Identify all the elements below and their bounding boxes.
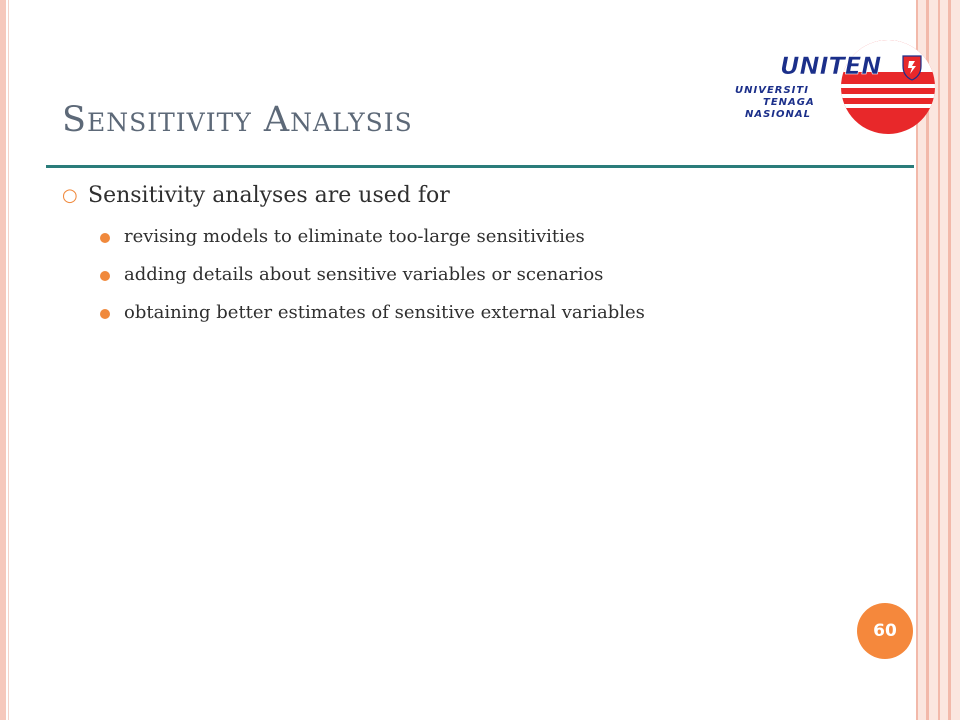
- logo-line-universiti: UNIVERSITI: [735, 85, 809, 96]
- dot-bullet-icon: [100, 271, 110, 281]
- dot-bullet-icon: [100, 309, 110, 319]
- sub-bullet-item: [62, 222, 842, 252]
- sub-bullet-item: [62, 260, 842, 290]
- sub-bullet-list: [62, 222, 842, 328]
- sub-bullet-item: [62, 298, 842, 328]
- left-border-line: [8, 0, 9, 720]
- main-bullet-text: Sensitivity analyses are used for: [88, 183, 450, 208]
- main-bullet: [62, 178, 842, 214]
- sub-bullet-text: adding details about sensitive variables or scenarios: [124, 264, 604, 285]
- uniten-logo: [725, 38, 940, 136]
- right-border-line: [948, 0, 951, 720]
- ring-bullet-icon: ○: [62, 185, 78, 206]
- logo-line-nasional: NASIONAL: [745, 109, 812, 120]
- left-border-stripe: [0, 0, 6, 720]
- slide-title: Sensitivity Analysis: [62, 100, 413, 140]
- logo-wordmark: UNITEN: [780, 52, 882, 80]
- title-underline: [46, 165, 914, 168]
- dot-bullet-icon: [100, 233, 110, 243]
- sub-bullet-text: revising models to eliminate too-large sensitivities: [124, 226, 585, 247]
- sub-bullet-text: obtaining better estimates of sensitive external variables: [124, 302, 645, 323]
- logo-line-tenaga: TENAGA: [763, 97, 815, 108]
- slide-body: [62, 178, 842, 336]
- page-number-badge: 60: [857, 603, 913, 659]
